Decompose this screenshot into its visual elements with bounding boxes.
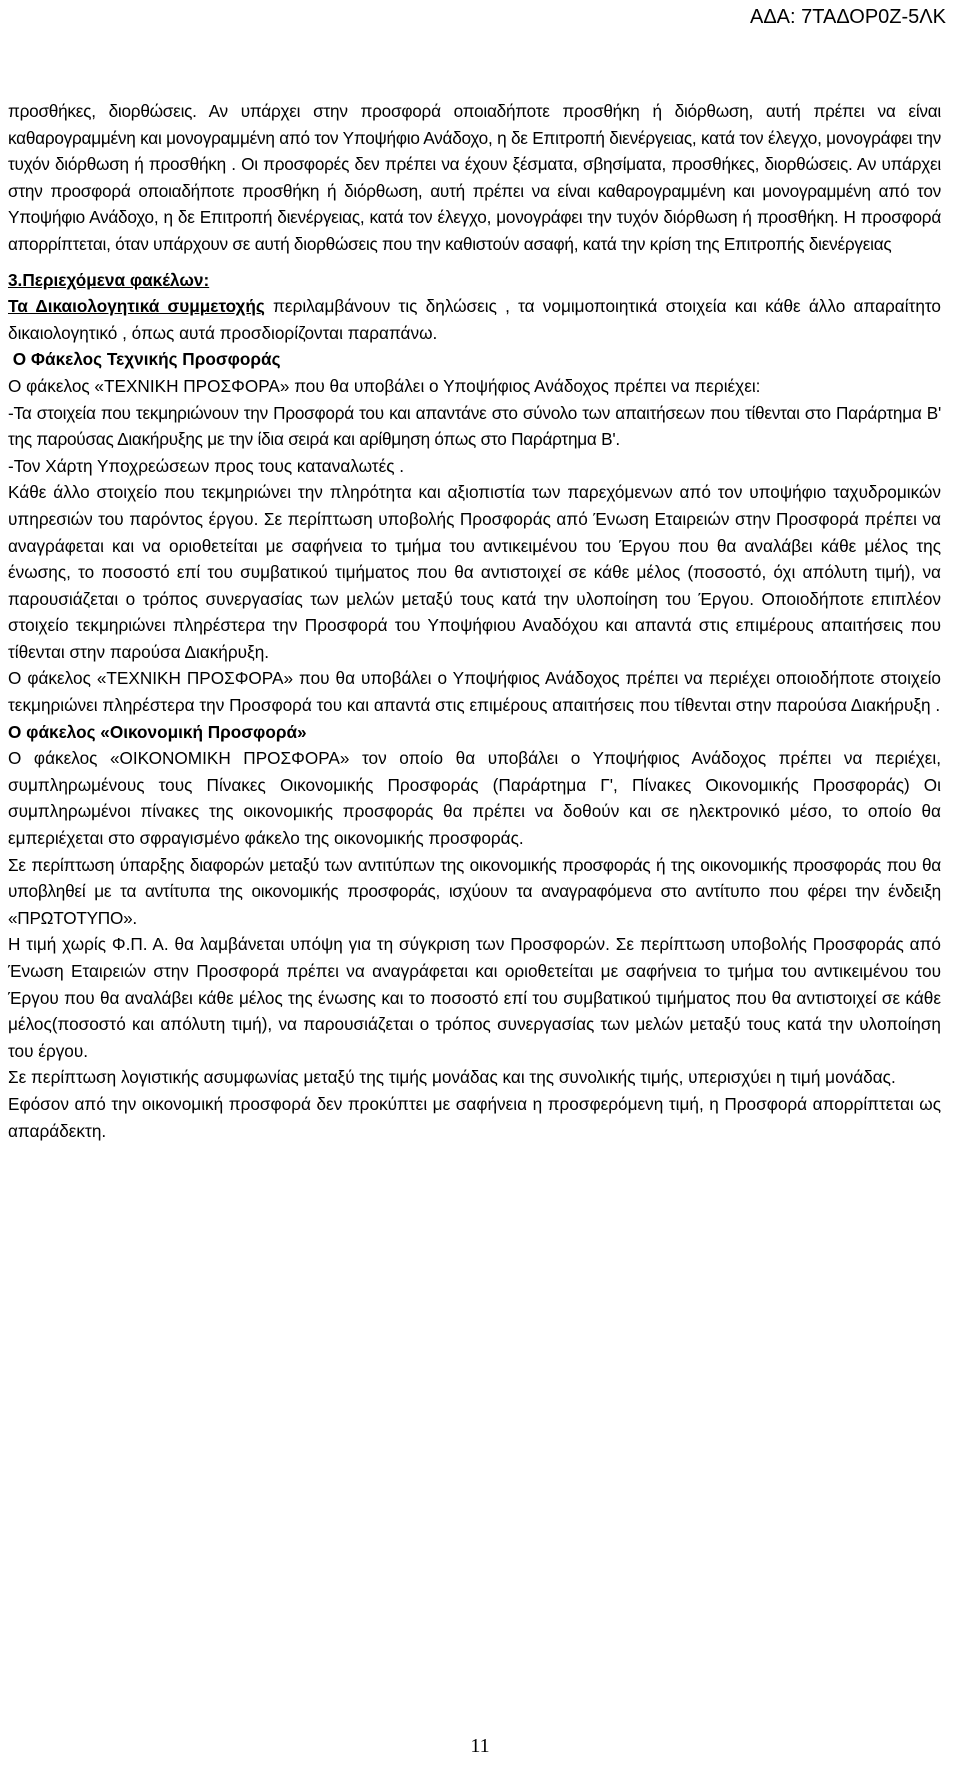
technical-offer-paragraph-2: -Τα στοιχεία που τεκμηριώνουν την Προσφορά του και απαντάνε στο σύνολο των απαιτήσεων που τίθενται στο Παράρτημα Β' της παρούσας Διακήρυξης με την ίδια σειρά και αρίθμηση όπως στο Παράρτημα Β'.	[8, 402, 941, 450]
section-3-heading-text: 3.Περιεχόμενα φακέλων:	[8, 269, 210, 290]
document-body	[8, 98, 941, 1144]
technical-offer-paragraph-1: Ο φάκελος «ΤΕΧΝΙΚΗ ΠΡΟΣΦΟΡΑ» που θα υποβάλει ο Υποψήφιος Ανάδοχος πρέπει να περιέχει:	[8, 375, 761, 396]
page-number: 11	[470, 1735, 490, 1757]
financial-offer-heading-text: Ο φάκελος «Οικονομική Προσφορά»	[8, 721, 307, 742]
technical-offer-paragraph-3: -Τον Χάρτη Υποχρεώσεων προς τους καταναλωτές .	[8, 455, 405, 476]
ada-code-header: ΑΔΑ: 7ΤΑΔΟΡ0Ζ-5ΛΚ	[749, 6, 946, 28]
paragraph-corrections: προσθήκες, διορθώσεις. Αν υπάρχει στην προσφορά οποιαδήποτε προσθήκη ή διόρθωση, αυτή πρέπει να είναι καθαρογραμμένη και μονογραμμένη από τον Υποψήφιο Ανάδοχο, η δε Επιτροπή διενέργειας, κατά τον έλεγχο, μονογράφει την τυχόν διόρθωση ή προσθήκη . Οι προσφορές δεν πρέπει να έχουν ξέσματα, σβησίματα, προσθήκες, διορθώσεις. Αν υπάρχει στην προσφορά οποιαδήποτε προσθήκη ή διόρθωση, αυτή πρέπει να είναι καθαρογραμμένη και μονογραμμένη από τον Υποψήφιο Ανάδοχο, η δε Επιτροπή διενέργειας, κατά τον έλεγχο, μονογράφει την τυχόν διόρθωση ή προσθήκη. Η προσφορά απορρίπτεται, όταν υπάρχουν σε αυτή διορθώσεις που την καθιστούν ασαφή, κατά την κρίση της Επιτροπής διενέργειας	[8, 101, 941, 254]
financial-offer-paragraph-4: Σε περίπτωση λογιστικής ασυμφωνίας μεταξύ της τιμής μονάδας και της συνολικής τιμής, υπερισχύει η τιμή μονάδας.	[8, 1067, 896, 1088]
legal-documents-lead: Τα Δικαιολογητικά συμμετοχής	[8, 296, 265, 317]
paragraph-legal-documents	[8, 293, 941, 346]
technical-offer-paragraph-5: Ο φάκελος «ΤΕΧΝΙΚΗ ΠΡΟΣΦΟΡΑ» που θα υποβάλει ο Υποψήφιος Ανάδοχος πρέπει να περιέχει οποιοδήποτε στοιχείο τεκμηριώνει πληρέστερα την Προσφορά του και απαντά στις επιμέρους απαιτήσεις που τίθενται στην παρούσα Διακήρυξη .	[8, 668, 941, 716]
financial-offer-heading	[8, 719, 941, 746]
financial-offer-paragraph-5: Εφόσον από την οικονομική προσφορά δεν προκύπτει με σαφήνεια η προσφερόμενη τιμή, η Προσφορά απορρίπτεται ως απαράδεκτη.	[8, 1093, 941, 1141]
technical-offer-heading-text: Ο Φάκελος Τεχνικής Προσφοράς	[8, 349, 281, 370]
financial-offer-paragraph-1: Ο φάκελος «ΟΙΚΟΝΟΜΙΚΗ ΠΡΟΣΦΟΡΑ» τον οποίο θα υποβάλει ο Υποψήφιος Ανάδοχος πρέπει να περιέχει, συμπληρωμένους τους Πίνακες Οικονομικής Προσφοράς (Παράρτημα Γ', Πίνακες Οικονομικής Προσφοράς) Οι συμπληρωμένοι πίνακες της οικονομικής προσφοράς θα πρέπει να δοθούν και σε ηλεκτρονικό μέσο, το οποίο θα εμπεριέχεται στο σφραγισμένο φάκελο της οικονομικής προσφοράς.	[8, 748, 941, 849]
financial-offer-paragraph-3: Η τιμή χωρίς Φ.Π. Α. θα λαμβάνεται υπόψη για τη σύγκριση των Προσφορών. Σε περίπτωση υποβολής Προσφοράς από Ένωση Εταιρειών στην Προσφορά πρέπει να αναγράφεται και οριοθετείται με σαφήνεια το τμήμα του αντικειμένου του Έργου που θα αναλάβει κάθε μέλος της ένωσης και το ποσοστό επί του συμβατικού τιμήματος που θα αντιστοιχεί σε κάθε μέλος(ποσοστό και απόλυτη τιμή), να παρουσιάζεται ο τρόπος συνεργασίας των μελών μεταξύ τους κατά την υλοποίηση του έργου.	[8, 934, 941, 1061]
technical-offer-heading	[8, 346, 941, 373]
financial-offer-paragraph-2: Σε περίπτωση ύπαρξης διαφορών μεταξύ των αντιτύπων της οικονομικής προσφοράς ή της οικονομικής προσφοράς που θα υποβληθεί με τα αντίτυπα της οικονομικής προσφοράς, ισχύουν τα αναγραφόμενα στο αντίτυπο που φέρει την ένδειξη «ΠΡΩΤΟΤΥΠΟ».	[8, 854, 941, 928]
section-3-heading	[8, 267, 941, 294]
legal-documents-text: περιλαμβάνουν τις δηλώσεις , τα νομιμοποιητικά στοιχεία και κάθε άλλο απαραίτητο δικαιολογητικό , όπως αυτά προσδιορίζονται παραπάνω.	[8, 296, 941, 343]
technical-offer-paragraph-4: Κάθε άλλο στοιχείο που τεκμηριώνει την πληρότητα και αξιοπιστία των παρεχόμενων από τον υποψήφιο ταχυδρομικών υπηρεσιών του παρόντος έργου. Σε περίπτωση υποβολής Προσφοράς από Ένωση Εταιρειών στην Προσφορά πρέπει να αναγράφεται και να οριοθετείται με σαφήνεια το τμήμα του αντικειμένου του Έργου που θα αναλάβει κάθε μέλος της ένωσης, το ποσοστό επί του συμβατικού τιμήματος που θα αντιστοιχεί σε κάθε μέλος (ποσοστό, όχι απόλυτη τιμή), να παρουσιάζεται ο τρόπος συνεργασίας των μελών μεταξύ τους κατά την υλοποίηση του Έργου. Οποιοδήποτε επιπλέον στοιχείο τεκμηριώνει πληρέστερα την Προσφορά του Υποψήφιου Αναδόχου και απαντά στις επιμέρους απαιτήσεις που τίθενται στην παρούσα Διακήρυξη.	[8, 482, 941, 662]
